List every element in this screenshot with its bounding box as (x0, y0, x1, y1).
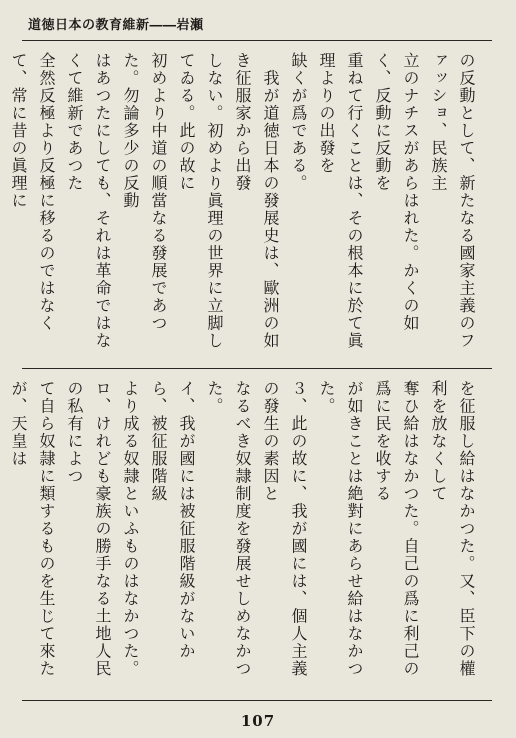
text-line: しない。初めより眞理の世界に立脚してゐる。此の故に (177, 52, 224, 350)
text-line (0, 52, 4, 362)
column-divider (22, 368, 492, 369)
page-number: 107 (240, 712, 276, 730)
text-line: ロ、けれども豪族の勝手なる土地人民の私有によつ (65, 380, 112, 678)
text-line (0, 380, 4, 692)
text-line: を征服し給はなかつた。又、臣下の權利を放なくして (429, 380, 476, 678)
lower-text-block (9, 380, 480, 692)
text-line: はあつたにしても、それは革命ではなくて維新であつた (65, 52, 112, 350)
text-line: 全然反極より反極に移るのではなくて、常に昔の眞理に (9, 52, 56, 332)
text-line: 缺くが爲である。 (289, 52, 308, 192)
text-line: イ、我が國には被征服階級がないから、被征服階級 (149, 380, 196, 660)
running-header: 道徳日本の教育維新――岩瀬 (28, 18, 204, 33)
text-line: 立のナチスがあらはれた。かくの如く、反動に反動を (373, 52, 420, 332)
text-line: 重ねて行くことは、その根本に於て眞理よりの出發を (317, 52, 364, 350)
text-line: の反動として、新たなる國家主義のファッショ、民族主 (429, 52, 476, 350)
text-line: が如きことは絶對にあらせ給はなかつた。 (317, 380, 364, 678)
upper-text-block (9, 52, 480, 362)
text-line: 初めより中道の順當なる發展であつた。勿論多少の反動 (121, 52, 168, 332)
text-line: 奪ひ給はなかつた。自己の爲に利己の爲に民を收する (373, 380, 420, 678)
footer-rule (22, 700, 492, 701)
text-line: より成る奴隷といふものはなかつた。 (121, 380, 140, 678)
text-line: ３、此の故に、我が國には、個人主義の發生の素因と (261, 380, 308, 678)
text-line: 我が道徳日本の發展史は、歐洲の如き征服家から出發 (233, 52, 280, 350)
header-rule (22, 40, 492, 41)
text-line: なるべき奴隷制度を發展せしめなかつた。 (205, 380, 252, 678)
text-line: て自ら奴隷に類するものを生じて來たが、天皇は (9, 380, 56, 678)
